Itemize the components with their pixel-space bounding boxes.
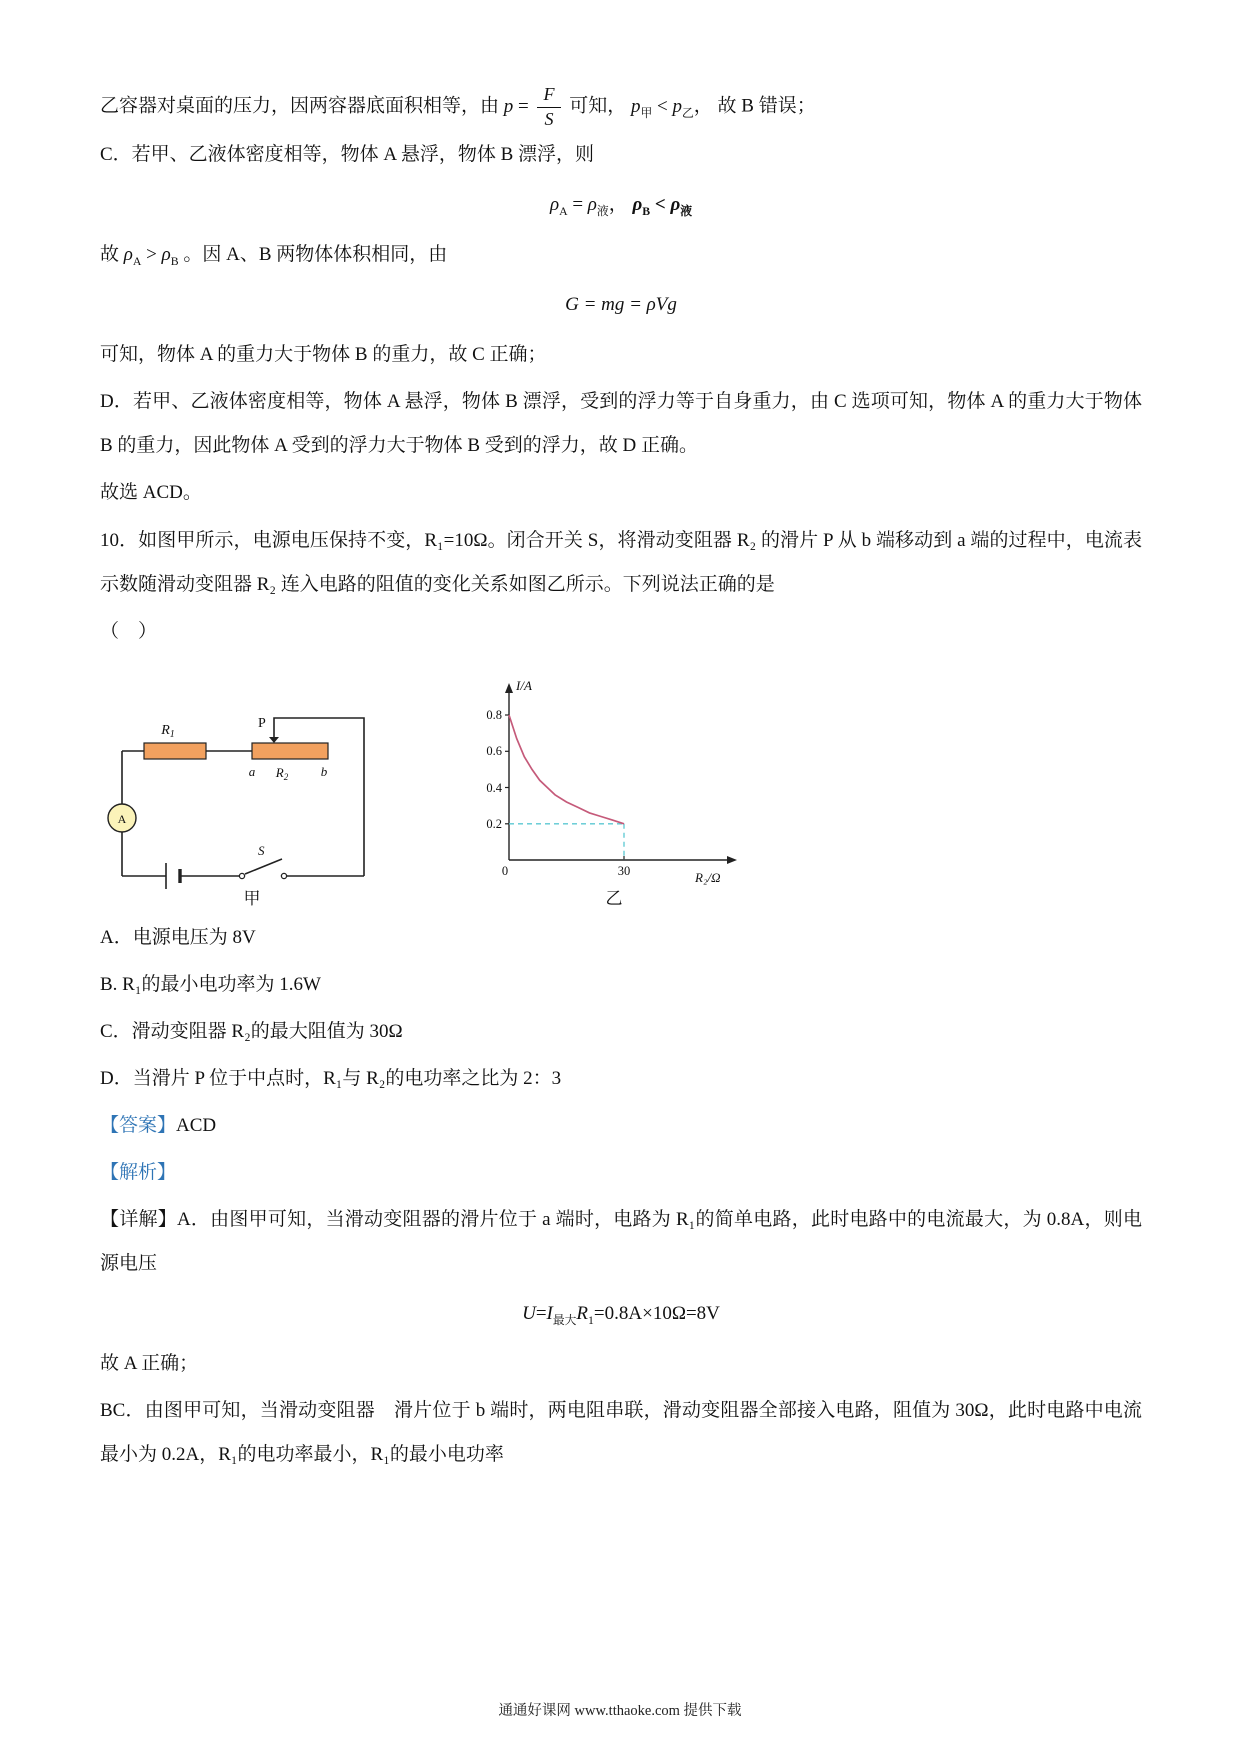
question-10-paren: （ ） xyxy=(100,620,158,642)
formula-density xyxy=(100,185,1142,225)
answer-label: 【答案】 xyxy=(100,1115,177,1137)
math-op: < xyxy=(652,95,673,117)
math-sub: 1 xyxy=(169,728,175,740)
math-sub: A xyxy=(132,255,142,269)
option-b: B. R₁的最小电功率为 1.6W xyxy=(100,973,321,995)
fraction-numerator: F xyxy=(537,84,560,108)
text-run: ， 故 B 错误； xyxy=(693,95,816,117)
switch-terminal-right xyxy=(281,873,286,878)
y-tick-label: 0.4 xyxy=(486,780,502,795)
slider-p-label: P xyxy=(258,715,266,731)
x-tick-label: 0 xyxy=(501,863,509,878)
rheostat-r2 xyxy=(252,743,328,759)
math-sub: 最大 xyxy=(552,1314,577,1328)
math-sub: 2 xyxy=(283,771,289,782)
ammeter-label: A xyxy=(117,811,127,826)
option-c: C．滑动变阻器 R₂的最大阻值为 30Ω xyxy=(100,1020,403,1042)
math-sub: B xyxy=(642,205,651,219)
x-tick-label: 30 xyxy=(617,863,631,878)
math-sub: 液 xyxy=(596,205,609,219)
x-axis-label: R₂/Ω xyxy=(695,869,721,885)
math-var: I xyxy=(546,1303,553,1325)
graph-caption: 乙 xyxy=(605,888,623,908)
fraction-denominator: S xyxy=(544,108,554,129)
answer-value: ACD xyxy=(176,1115,217,1137)
math-var: U xyxy=(522,1303,536,1325)
solution-b-line xyxy=(100,84,1142,130)
math-var: ρ xyxy=(632,194,643,216)
inline-formula-compare xyxy=(631,95,694,120)
math-op: =0.8A×10Ω=8V xyxy=(593,1303,720,1325)
math-var: p xyxy=(631,95,641,117)
option-d: D．当滑片 P 位于中点时，R₁与 R₂的电功率之比为 2：3 xyxy=(100,1068,562,1090)
answer-line xyxy=(100,1104,1142,1148)
math-var: ρ xyxy=(161,244,171,266)
text-run: 可知， xyxy=(564,95,632,117)
detail-a-conclusion: 故 A 正确； xyxy=(100,1353,199,1375)
formula-gravity xyxy=(100,285,1142,325)
math-sub: B xyxy=(170,255,179,269)
r1-label xyxy=(160,723,175,740)
math-var: ρ xyxy=(549,194,560,216)
x-axis-arrow-icon xyxy=(727,856,737,864)
circuit-diagram-jia xyxy=(102,696,422,908)
math-var: p xyxy=(672,95,683,117)
solution-gu-line xyxy=(100,233,1142,277)
text-run: 故 xyxy=(100,244,124,266)
math-var: p xyxy=(503,95,514,117)
math-expression: G = mg = ρVg xyxy=(565,294,677,316)
math-var: ρ xyxy=(670,194,681,216)
r2-label xyxy=(275,765,289,782)
math-op: > xyxy=(141,244,162,266)
wire-path xyxy=(122,715,364,876)
math-var: ρ xyxy=(587,194,597,216)
switch-s-label: S xyxy=(258,842,265,858)
math-sub: 乙 xyxy=(682,106,694,120)
slider-arrow-icon xyxy=(269,737,279,743)
solution-kezhi-line: 可知，物体 A 的重力大于物体 B 的重力，故 C 正确； xyxy=(100,344,547,366)
math-sub: 液 xyxy=(680,205,693,219)
math-var: R xyxy=(576,1303,589,1325)
option-a: A．电源电压为 8V xyxy=(100,926,256,948)
inline-formula-pressure xyxy=(503,84,565,129)
math-var: ρ xyxy=(123,244,133,266)
math-sub: 1 xyxy=(588,1314,594,1328)
math-op: = xyxy=(567,194,588,216)
fraction xyxy=(537,84,560,130)
math-sub: A xyxy=(559,205,568,219)
circuit-caption: 甲 xyxy=(243,888,261,908)
math-op: = xyxy=(535,1303,547,1325)
switch-blade xyxy=(245,859,282,874)
math-op: ， xyxy=(608,194,633,216)
resistor-r1 xyxy=(144,743,206,759)
text-run: 。因 A、B 两物体体积相同，由 xyxy=(178,244,448,266)
math-var: R xyxy=(275,764,284,780)
solution-c-line: C．若甲、乙液体密度相等，物体 A 悬浮，物体 B 漂浮，则 xyxy=(100,144,595,166)
question-10-stem: 10．如图甲所示，电源电压保持不变，R₁=10Ω。闭合开关 S，将滑动变阻器 R₂ 的滑片 P 从 b 端移动到 a 端的过程中，电流表示数随滑动变阻器 R₂ 连入电路的阻值的变化关系如图乙所示。下列说法正确的是 xyxy=(100,529,1142,595)
detail-bc-paragraph: BC．由图甲可知，当滑动变阻器 滑片位于 b 端时，两电阻串联，滑动变阻器全部接入电路，阻值为 30Ω，此时电路中电流最小为 0.2A，R₁的电功率最小，R₁的最小电功率 xyxy=(100,1400,1142,1466)
switch-terminal-left xyxy=(239,873,244,878)
iv-curve xyxy=(509,715,624,824)
math-var: R xyxy=(161,722,170,738)
inline-formula-density-compare xyxy=(123,244,179,269)
terminal-a-label: a xyxy=(248,763,256,779)
graph-figure-yi xyxy=(464,670,764,908)
figure-row xyxy=(102,670,1142,908)
analysis-label: 【解析】 xyxy=(100,1162,177,1184)
solution-d-line: D．若甲、乙液体密度相等，物体 A 悬浮，物体 B 漂浮，受到的浮力等于自身重力，由 C 选项可知，物体 A 的重力大于物体 B 的重力，因此物体 A 受到的浮力大于物体 B 受到的浮力，故 D 正确。 xyxy=(100,391,1142,457)
y-axis-arrow-icon xyxy=(505,683,513,693)
text-run: 乙容器对桌面的压力，因两容器底面积相等，由 xyxy=(100,95,504,117)
solution-answer-pick-line: 故选 ACD。 xyxy=(100,482,202,504)
y-tick-label: 0.6 xyxy=(486,743,502,758)
terminal-b-label: b xyxy=(320,763,328,779)
y-tick-label: 0.8 xyxy=(486,707,502,722)
analysis-line xyxy=(100,1151,1142,1195)
math-op: = xyxy=(513,95,534,117)
math-sub: 甲 xyxy=(640,106,653,120)
formula-voltage xyxy=(100,1294,1142,1334)
detail-a-paragraph: 【详解】A．由图甲可知，当滑动变阻器的滑片位于 a 端时，电路为 R₁的简单电路，此时电路中的电流最大，为 0.8A，则电源电压 xyxy=(100,1209,1142,1275)
math-op: < xyxy=(650,194,671,216)
y-tick-label: 0.2 xyxy=(486,816,502,831)
y-axis-label: I/A xyxy=(516,677,532,693)
page-footer: 通通好课网 www.tthaoke.com 提供下载 xyxy=(498,1703,742,1719)
